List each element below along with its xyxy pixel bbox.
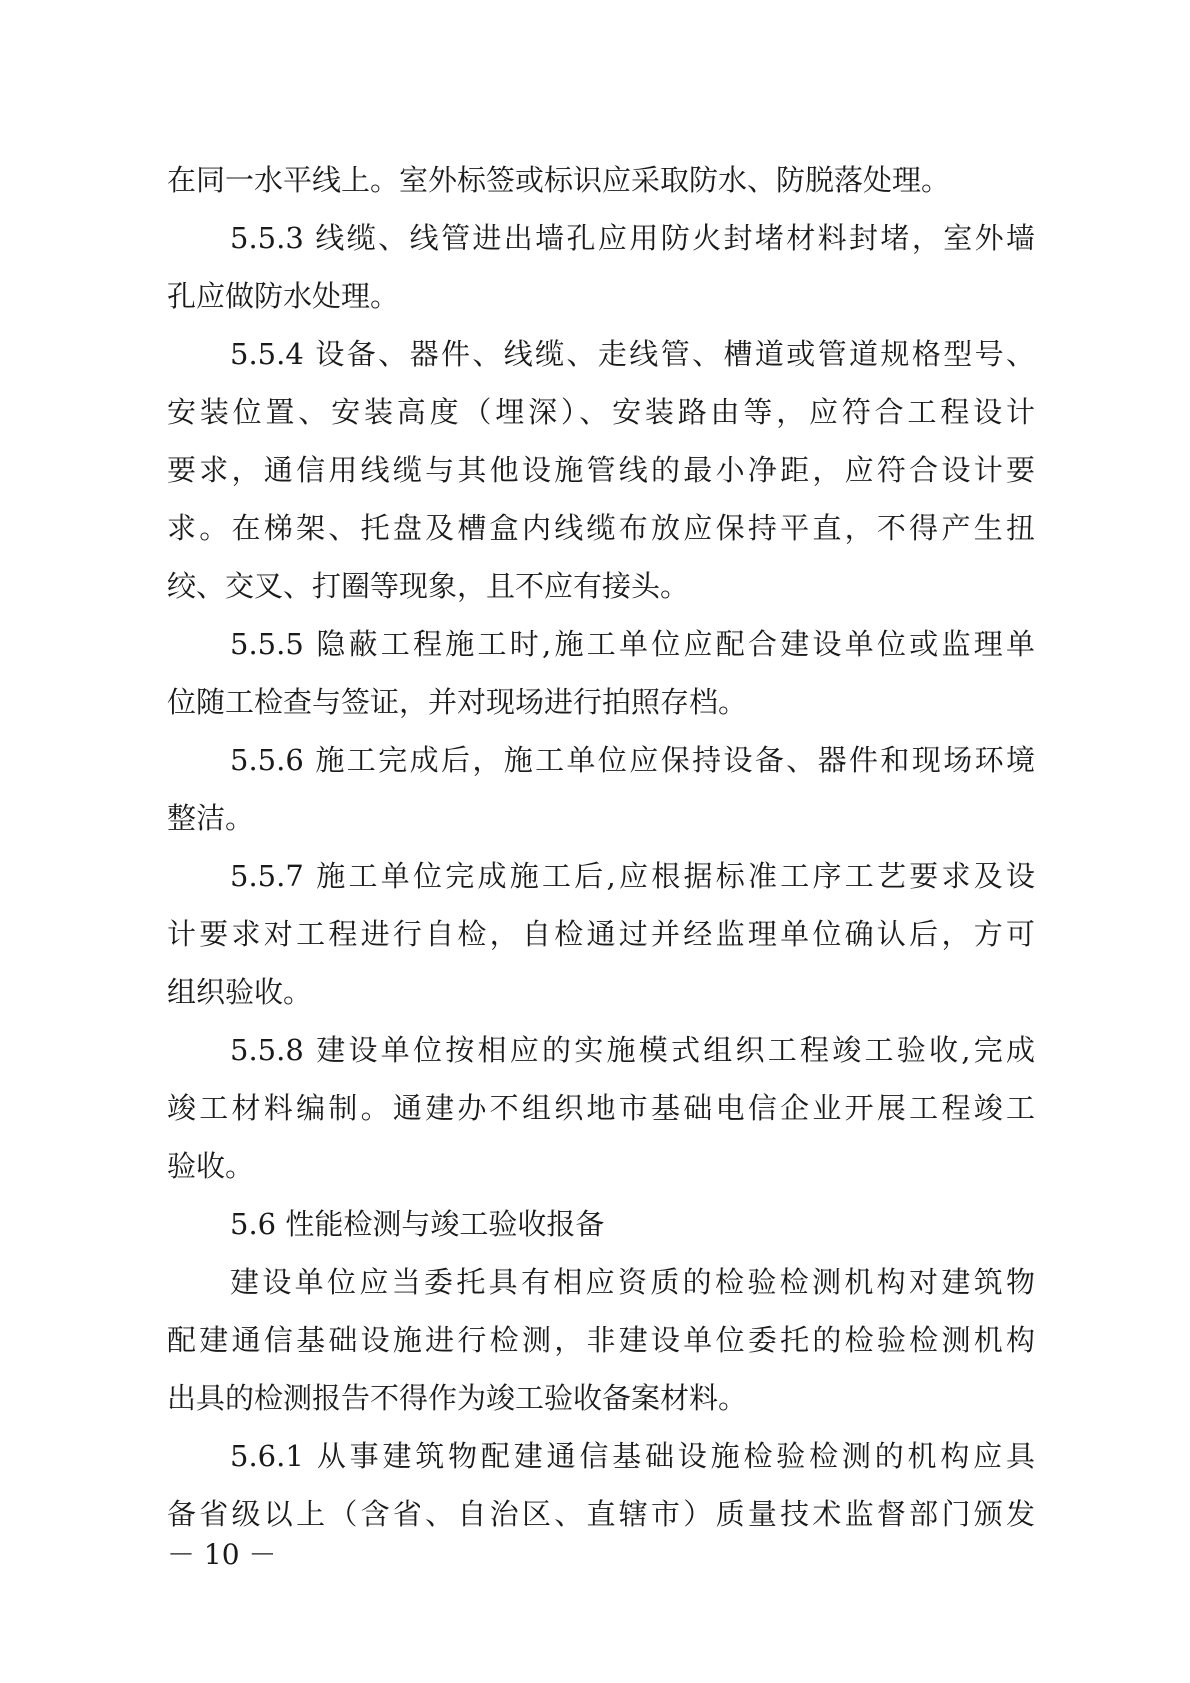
clause-5-5-4-line: 5.5.4 设备、器件、线缆、走线管、槽道或管道规格型号、 <box>230 337 1035 371</box>
clause-5-5-3-line: 5.5.3 线缆、线管进出墙孔应用防火封堵材料封堵，室外墙 <box>230 221 1035 255</box>
clause-5-6-1-line: 5.6.1 从事建筑物配建通信基础设施检验检测的机构应具 <box>230 1439 1035 1473</box>
text-line: 计要求对工程进行自检，自检通过并经监理单位确认后，方可 <box>167 917 1035 951</box>
text-line: 验收。 <box>167 1149 255 1183</box>
paragraph-first-line: 建设单位应当委托具有相应资质的检验检测机构对建筑物 <box>230 1265 1035 1299</box>
clause-5-5-5-line: 5.5.5 隐蔽工程施工时,施工单位应配合建设单位或监理单 <box>230 627 1035 661</box>
text-line: 绞、交叉、打圈等现象，且不应有接头。 <box>167 569 690 603</box>
page-number: － 10 － <box>167 1538 277 1571</box>
text-line: 安装位置、安装高度（埋深）、安装路由等，应符合工程设计 <box>167 395 1035 429</box>
text-line: 位随工检查与签证，并对现场进行拍照存档。 <box>167 685 748 719</box>
text-line: 配建通信基础设施进行检测，非建设单位委托的检验检测机构 <box>167 1323 1035 1357</box>
text-line: 竣工材料编制。通建办不组织地市基础电信企业开展工程竣工 <box>167 1091 1035 1125</box>
text-line: 要求，通信用线缆与其他设施管线的最小净距，应符合设计要 <box>167 453 1035 487</box>
text-line: 求。在梯架、托盘及槽盒内线缆布放应保持平直，不得产生扭 <box>167 511 1035 545</box>
clause-5-5-7-line: 5.5.7 施工单位完成施工后,应根据标准工序工艺要求及设 <box>230 859 1035 893</box>
section-heading-5-6: 5.6 性能检测与竣工验收报备 <box>230 1207 605 1241</box>
text-line: 整洁。 <box>167 801 255 835</box>
clause-5-5-8-line: 5.5.8 建设单位按相应的实施模式组织工程竣工验收,完成 <box>230 1033 1035 1067</box>
text-line: 备省级以上（含省、自治区、直辖市）质量技术监督部门颁发 <box>167 1497 1035 1531</box>
text-line: 在同一水平线上。室外标签或标识应采取防水、防脱落处理。 <box>167 163 951 197</box>
text-line: 出具的检测报告不得作为竣工验收备案材料。 <box>167 1381 748 1415</box>
clause-5-5-6-line: 5.5.6 施工完成后，施工单位应保持设备、器件和现场环境 <box>230 743 1035 777</box>
text-line: 组织验收。 <box>167 975 313 1009</box>
text-line: 孔应做防水处理。 <box>167 279 400 313</box>
